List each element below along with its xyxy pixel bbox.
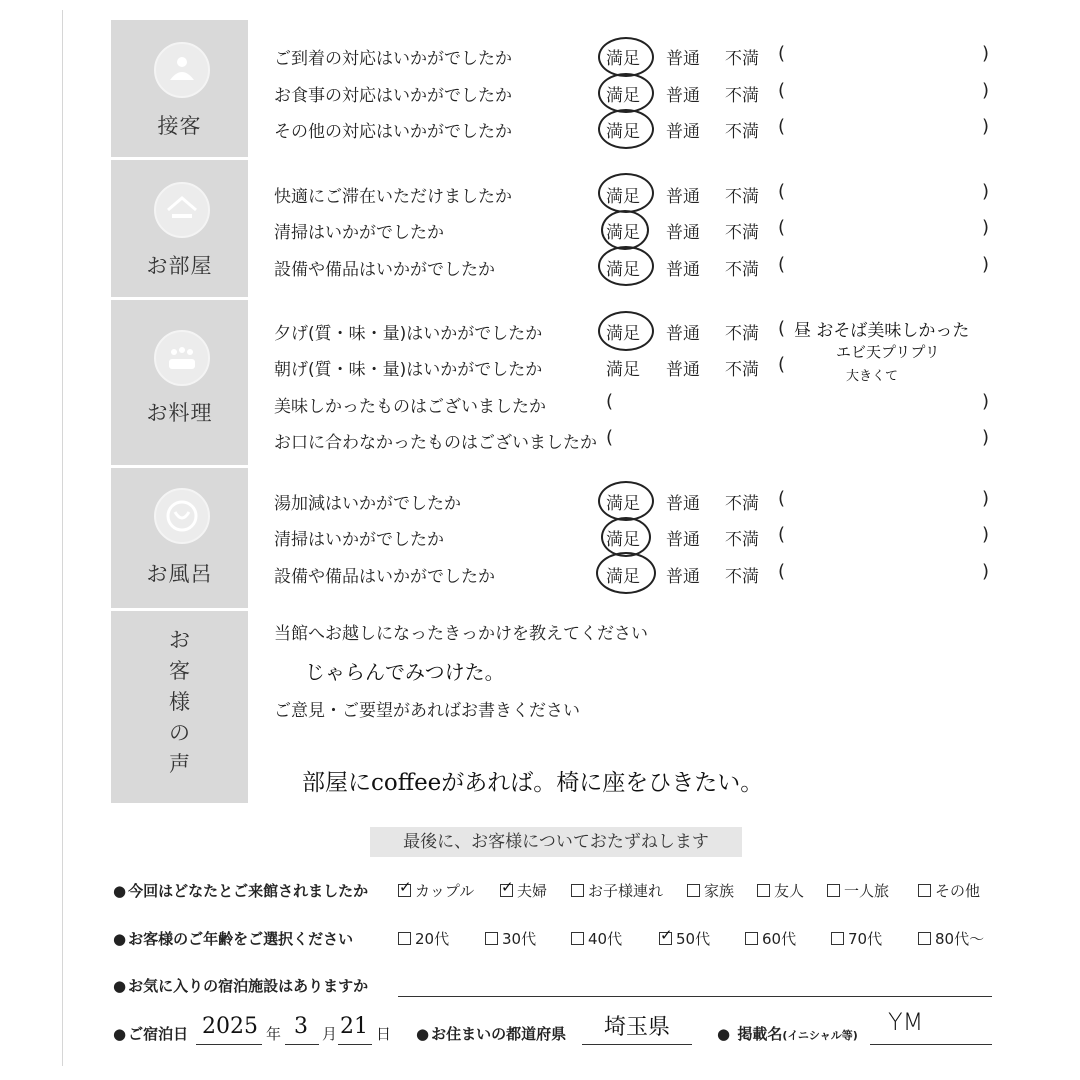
- section-bath: [111, 468, 248, 608]
- question: 設備や備品はいかがでしたか: [274, 567, 495, 587]
- paren-open: (: [778, 116, 786, 137]
- house-icon: [154, 182, 210, 238]
- option-satisfied[interactable]: 満足: [606, 49, 640, 69]
- checkbox-label: 30代: [502, 930, 537, 948]
- option-normal[interactable]: 普通: [666, 260, 700, 280]
- checkbox[interactable]: [398, 932, 411, 945]
- paren-close: ): [982, 116, 990, 137]
- year-line: [196, 1044, 262, 1045]
- selected-circle: [598, 37, 654, 77]
- section-reception: [111, 20, 248, 157]
- checkbox-option[interactable]: [571, 880, 663, 901]
- stay-year[interactable]: 2025: [202, 1014, 258, 1039]
- paren-open: (: [778, 318, 786, 339]
- check-mark-icon: ✓: [399, 878, 412, 896]
- option-unsatisfied[interactable]: 不満: [725, 530, 759, 550]
- checkbox-option[interactable]: [398, 928, 449, 949]
- option-satisfied[interactable]: 満足: [606, 360, 640, 380]
- checkbox-option[interactable]: [571, 928, 622, 949]
- option-normal[interactable]: 普通: [666, 324, 700, 344]
- question: 快適にご滞在いただけましたか: [274, 187, 512, 207]
- checkbox-option[interactable]: [485, 928, 536, 949]
- stay-date-label: ● ご宿泊日: [113, 1023, 188, 1044]
- option-normal[interactable]: 普通: [666, 223, 700, 243]
- paren-open: (: [778, 43, 786, 64]
- dish-icon: [154, 330, 210, 386]
- paren-open: (: [778, 354, 786, 375]
- option-normal[interactable]: 普通: [666, 187, 700, 207]
- section-room: [111, 160, 248, 297]
- selected-circle: [598, 109, 654, 149]
- voice-question-1: 当館へお越しになったきっかけを教えてください: [274, 624, 648, 644]
- checkbox[interactable]: [918, 932, 931, 945]
- checkbox-option[interactable]: [500, 880, 547, 901]
- listing-note: (イニシャル等): [782, 1029, 858, 1042]
- paren-close: ): [982, 80, 990, 101]
- checkbox-label: 友人: [774, 882, 805, 900]
- paren-open: (: [778, 561, 786, 582]
- selected-circle: [598, 173, 654, 213]
- checkbox-label: 20代: [415, 930, 450, 948]
- favorite-question: ● お気に入りの宿泊施設はありますか: [113, 975, 368, 996]
- checkbox-label: 70代: [848, 930, 883, 948]
- question: お食事の対応はいかがでしたか: [274, 86, 512, 106]
- listing-line: [870, 1044, 992, 1045]
- option-normal[interactable]: 普通: [666, 360, 700, 380]
- question: お口に合わなかったものはございましたか: [274, 433, 597, 453]
- paren-close: ): [982, 524, 990, 545]
- option-satisfied[interactable]: 満足: [606, 122, 640, 142]
- option-normal[interactable]: 普通: [666, 530, 700, 550]
- option-unsatisfied[interactable]: 不満: [725, 86, 759, 106]
- stay-day[interactable]: 21: [340, 1014, 368, 1039]
- section-voice: [111, 611, 248, 803]
- option-unsatisfied[interactable]: 不満: [725, 187, 759, 207]
- check-mark-icon: ✓: [501, 878, 514, 896]
- option-unsatisfied[interactable]: 不満: [725, 494, 759, 514]
- checkbox[interactable]: [485, 932, 498, 945]
- paren-open: (: [778, 181, 786, 202]
- question: その他の対応はいかがでしたか: [274, 122, 512, 142]
- companion-question: ● 今回はどなたとご来館されましたか: [113, 880, 368, 901]
- question: 朝げ(質・味・量)はいかがでしたか: [274, 360, 543, 380]
- voice-title-text: お 客 様 の 声: [169, 628, 190, 776]
- option-satisfied[interactable]: 満足: [606, 567, 640, 587]
- checkbox-label: 家族: [704, 882, 735, 900]
- checkbox-label: 夫婦: [517, 882, 548, 900]
- voice-answer-2[interactable]: 部屋にcoffeeがあれば。椅に座をひきたい。: [302, 770, 764, 796]
- selected-circle: [596, 552, 656, 594]
- checkbox-option[interactable]: [827, 880, 889, 901]
- voice-answer-1[interactable]: じゃらんでみつけた。: [305, 660, 505, 684]
- paren-open: (: [778, 80, 786, 101]
- selected-circle: [598, 246, 654, 286]
- option-satisfied[interactable]: 満足: [606, 530, 640, 550]
- section-title: 接客: [157, 114, 202, 138]
- age-question: ● お客様のご年齢をご選択ください: [113, 928, 353, 949]
- bath-yu-icon: [154, 488, 210, 544]
- paren-close: ): [982, 254, 990, 275]
- checkbox-option[interactable]: [757, 880, 804, 901]
- checkbox[interactable]: [687, 884, 700, 897]
- checkbox[interactable]: [571, 932, 584, 945]
- paren-open: (: [606, 427, 614, 448]
- option-unsatisfied[interactable]: 不満: [725, 49, 759, 69]
- selected-circle: [598, 481, 654, 521]
- food-comment-line1: 昼 おそば美味しかった: [794, 321, 970, 341]
- option-normal[interactable]: 普通: [666, 494, 700, 514]
- option-normal[interactable]: 普通: [666, 86, 700, 106]
- paren-open: (: [606, 391, 614, 412]
- option-satisfied[interactable]: 満足: [606, 324, 640, 344]
- option-satisfied[interactable]: 満足: [606, 223, 640, 243]
- checkbox-label: 50代: [676, 930, 711, 948]
- checkbox[interactable]: [827, 884, 840, 897]
- option-unsatisfied[interactable]: 不満: [725, 324, 759, 344]
- paren-close: ): [982, 561, 990, 582]
- food-comment-line3: 大きくて: [846, 369, 899, 384]
- question: ご到着の対応はいかがでしたか: [274, 49, 512, 69]
- year-unit: 年: [266, 1025, 282, 1043]
- checkbox-label: その他: [935, 882, 981, 900]
- question: 美味しかったものはございましたか: [274, 397, 546, 417]
- option-unsatisfied[interactable]: 不満: [725, 567, 759, 587]
- paren-open: (: [778, 524, 786, 545]
- selected-circle: [601, 210, 649, 250]
- question: 湯加減はいかがでしたか: [274, 494, 461, 514]
- option-unsatisfied[interactable]: 不満: [725, 223, 759, 243]
- paren-close: ): [982, 488, 990, 509]
- paren-open: (: [778, 488, 786, 509]
- section-title: お風呂: [146, 562, 213, 586]
- option-unsatisfied[interactable]: 不満: [725, 122, 759, 142]
- checkbox-label: 40代: [588, 930, 623, 948]
- checkbox-checked[interactable]: [398, 878, 412, 897]
- receptionist-icon: [154, 42, 210, 98]
- paren-open: (: [778, 217, 786, 238]
- listing-label-text: 掲載名: [737, 1025, 783, 1043]
- paren-close: ): [982, 217, 990, 238]
- checkbox-label: お子様連れ: [588, 882, 664, 900]
- final-questions-banner: 最後に、お客様についておたずねします: [370, 827, 742, 857]
- section-title: お部屋: [146, 254, 213, 278]
- section-food: [111, 300, 248, 465]
- option-normal[interactable]: 普通: [666, 122, 700, 142]
- check-mark-icon: ✓: [660, 926, 673, 944]
- paren-open: (: [778, 254, 786, 275]
- month-unit: 月: [322, 1025, 338, 1043]
- stay-month[interactable]: 3: [294, 1014, 308, 1039]
- option-normal[interactable]: 普通: [666, 49, 700, 69]
- option-satisfied[interactable]: 満足: [606, 260, 640, 280]
- question: 清掃はいかがでしたか: [274, 223, 444, 243]
- option-satisfied[interactable]: 満足: [606, 494, 640, 514]
- checkbox-option[interactable]: [918, 880, 980, 901]
- checkbox[interactable]: [571, 884, 584, 897]
- paren-close: ): [982, 181, 990, 202]
- selected-circle: [601, 517, 651, 557]
- listing-value[interactable]: YM: [888, 1008, 924, 1036]
- prefecture-value[interactable]: 埼玉県: [604, 1015, 671, 1040]
- month-line: [285, 1044, 319, 1045]
- checkbox[interactable]: [831, 932, 844, 945]
- checkbox-label: 一人旅: [844, 882, 890, 900]
- day-line: [338, 1044, 372, 1045]
- checkbox[interactable]: [918, 884, 931, 897]
- checkbox-checked[interactable]: [659, 926, 673, 945]
- prefecture-label: ● お住まいの都道府県: [416, 1023, 566, 1044]
- checkbox-option[interactable]: [687, 880, 734, 901]
- option-satisfied[interactable]: 満足: [606, 187, 640, 207]
- selected-circle: [598, 311, 654, 351]
- day-unit: 日: [376, 1025, 392, 1043]
- checkbox-option[interactable]: [831, 928, 882, 949]
- checkbox-option[interactable]: [659, 928, 710, 949]
- option-normal[interactable]: 普通: [666, 567, 700, 587]
- question: 清掃はいかがでしたか: [274, 530, 444, 550]
- option-unsatisfied[interactable]: 不満: [725, 260, 759, 280]
- favorite-answer-line[interactable]: [398, 996, 992, 997]
- voice-question-2: ご意見・ご要望があればお書きください: [274, 701, 580, 721]
- prefecture-line: [582, 1044, 692, 1045]
- checkbox-label: 80代〜: [935, 930, 985, 948]
- option-satisfied[interactable]: 満足: [606, 86, 640, 106]
- question: 夕げ(質・味・量)はいかがでしたか: [274, 324, 543, 344]
- listing-label: [717, 1023, 858, 1044]
- paren-close: ): [982, 43, 990, 64]
- food-comment-line2: エビ天プリプリ: [836, 343, 940, 361]
- option-unsatisfied[interactable]: 不満: [725, 360, 759, 380]
- selected-circle: [598, 73, 654, 113]
- paren-close: ): [982, 391, 990, 412]
- checkbox-checked[interactable]: [500, 878, 514, 897]
- paren-close: ): [982, 427, 990, 448]
- checkbox[interactable]: [757, 884, 770, 897]
- question: 設備や備品はいかがでしたか: [274, 260, 495, 280]
- checkbox-option[interactable]: [398, 880, 474, 901]
- checkbox-option[interactable]: [745, 928, 796, 949]
- voice-title: [111, 625, 248, 780]
- checkbox[interactable]: [745, 932, 758, 945]
- section-title: お料理: [146, 401, 213, 425]
- checkbox-label: カップル: [415, 882, 475, 900]
- checkbox-option[interactable]: [918, 928, 984, 949]
- checkbox-label: 60代: [762, 930, 797, 948]
